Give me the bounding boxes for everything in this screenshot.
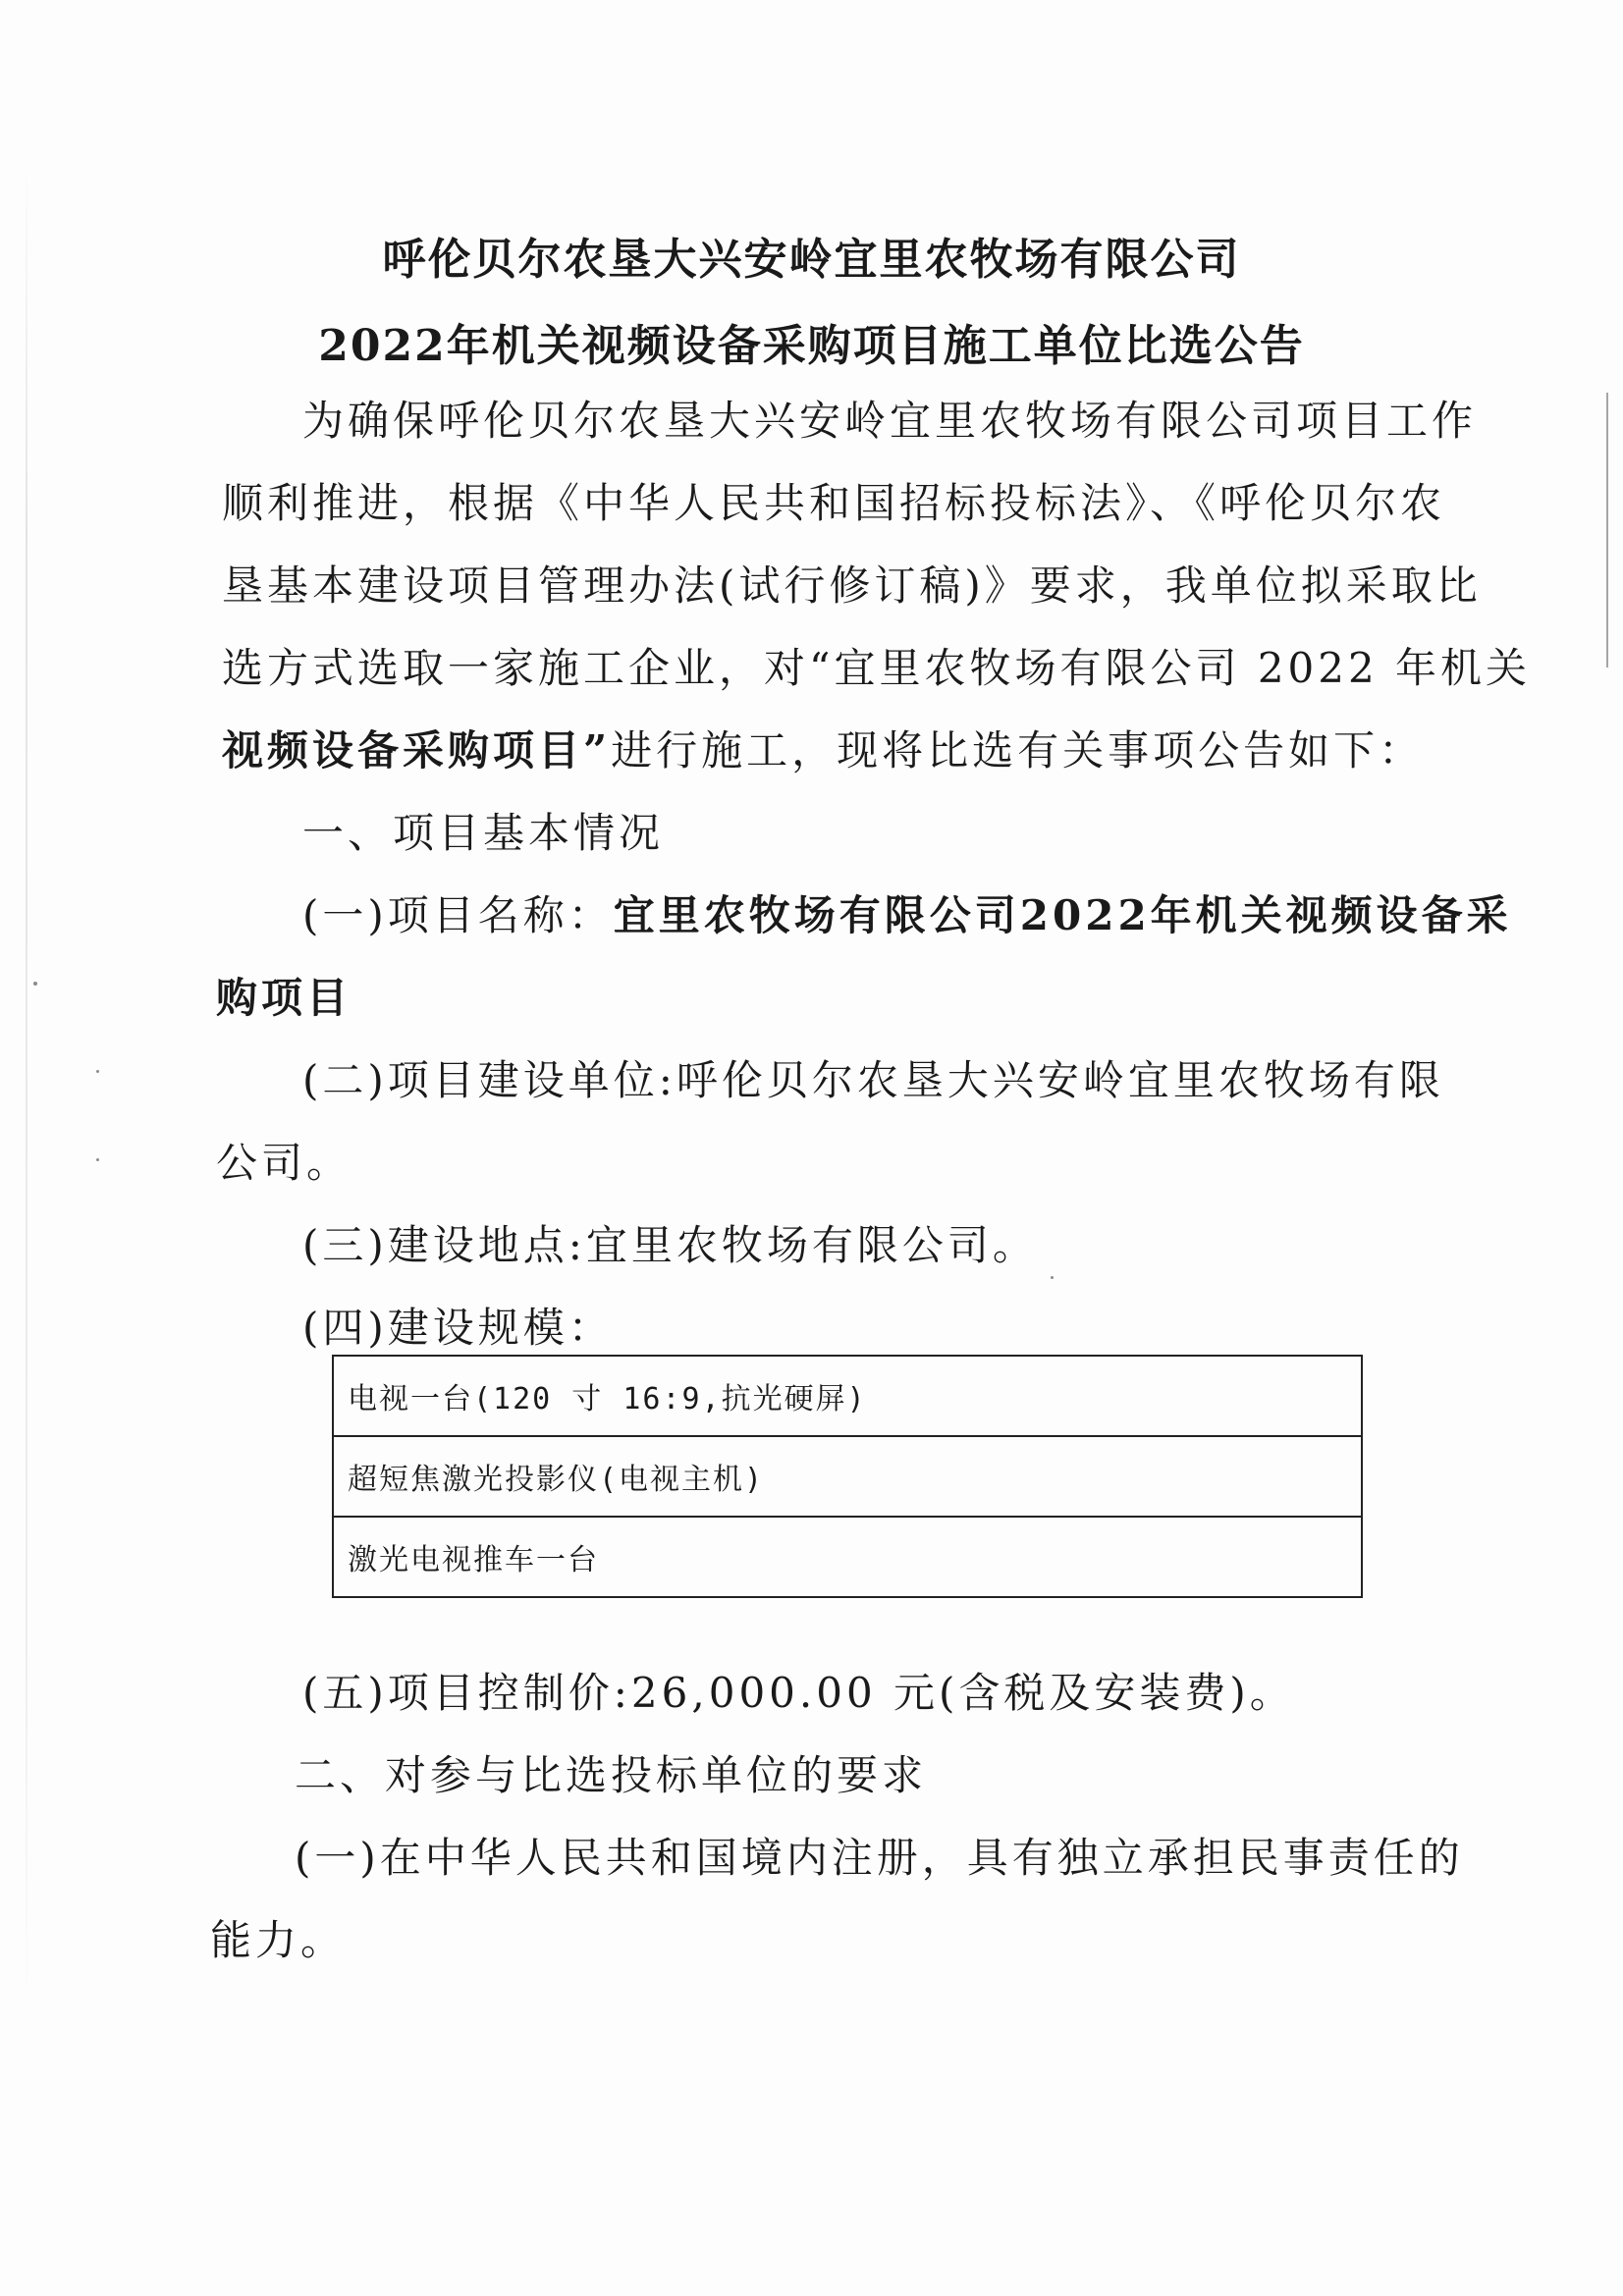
section1-heading: 一、项目基本情况 xyxy=(302,809,665,857)
document-title-line-1: 呼伦贝尔农垦大兴安岭宜里农牧场有限公司 xyxy=(382,235,1241,285)
document-title-line-2: 2022年机关视频设备采购项目施工单位比选公告 xyxy=(318,321,1305,371)
intro-line-3: 垦基本建设项目管理办法(试行修订稿)》要求，我单位拟采取比 xyxy=(222,561,1482,610)
scan-speck xyxy=(96,1158,99,1161)
scan-edge-left xyxy=(26,157,27,2022)
scan-speck xyxy=(33,982,37,986)
table-cell: 激光电视推车一台 xyxy=(333,1517,1362,1597)
section1-item4: (四)建设规模： xyxy=(302,1304,614,1352)
table-row xyxy=(333,1436,1362,1517)
table-cell: 电视一台(120 寸 16:9,抗光硬屏) xyxy=(333,1356,1362,1436)
intro-line-2: 顺利推进，根据《中华人民共和国招标投标法》、《呼伦贝尔农 xyxy=(222,479,1446,527)
section2-item1: (一)在中华人民共和国境内注册，具有独立承担民事责任的 xyxy=(295,1834,1464,1882)
section1-item2-cont: 公司。 xyxy=(216,1139,352,1187)
construction-scale-table xyxy=(332,1355,1363,1598)
scan-speck xyxy=(96,1070,99,1073)
section1-item3: (三)建设地点:宜里农牧场有限公司。 xyxy=(302,1221,1038,1269)
intro-line-5 xyxy=(222,719,1424,777)
project-name-value-cont: 购项目 xyxy=(216,974,352,1022)
section2-item1-cont: 能力。 xyxy=(210,1916,347,1964)
table-row xyxy=(333,1356,1362,1436)
scan-edge-right xyxy=(1606,393,1608,667)
intro-line-5-rest: 进行施工，现将比选有关事项公告如下： xyxy=(611,726,1425,774)
scan-speck xyxy=(1051,1276,1054,1279)
project-name-value: 宜里农牧场有限公司2022年机关视频设备采 xyxy=(613,891,1512,939)
project-name-label: (一)项目名称： xyxy=(302,891,614,939)
intro-line-1: 为确保呼伦贝尔农垦大兴安岭宜里农牧场有限公司项目工作 xyxy=(302,397,1478,445)
section1-item2: (二)项目建设单位:呼伦贝尔农垦大兴安岭宜里农牧场有限 xyxy=(302,1056,1444,1104)
intro-line-4: 选方式选取一家施工企业，对“宜里农牧场有限公司 2022 年机关 xyxy=(222,644,1532,692)
section1-item5: (五)项目控制价:26,000.00 元(含税及安装费)。 xyxy=(302,1669,1295,1717)
section2-heading: 二、对参与比选投标单位的要求 xyxy=(295,1751,928,1799)
table-cell: 超短焦激光投影仪(电视主机) xyxy=(333,1436,1362,1517)
intro-project-name-end: 视频设备采购项目” xyxy=(222,726,612,774)
table-row xyxy=(333,1517,1362,1597)
section1-item1 xyxy=(302,883,1512,942)
